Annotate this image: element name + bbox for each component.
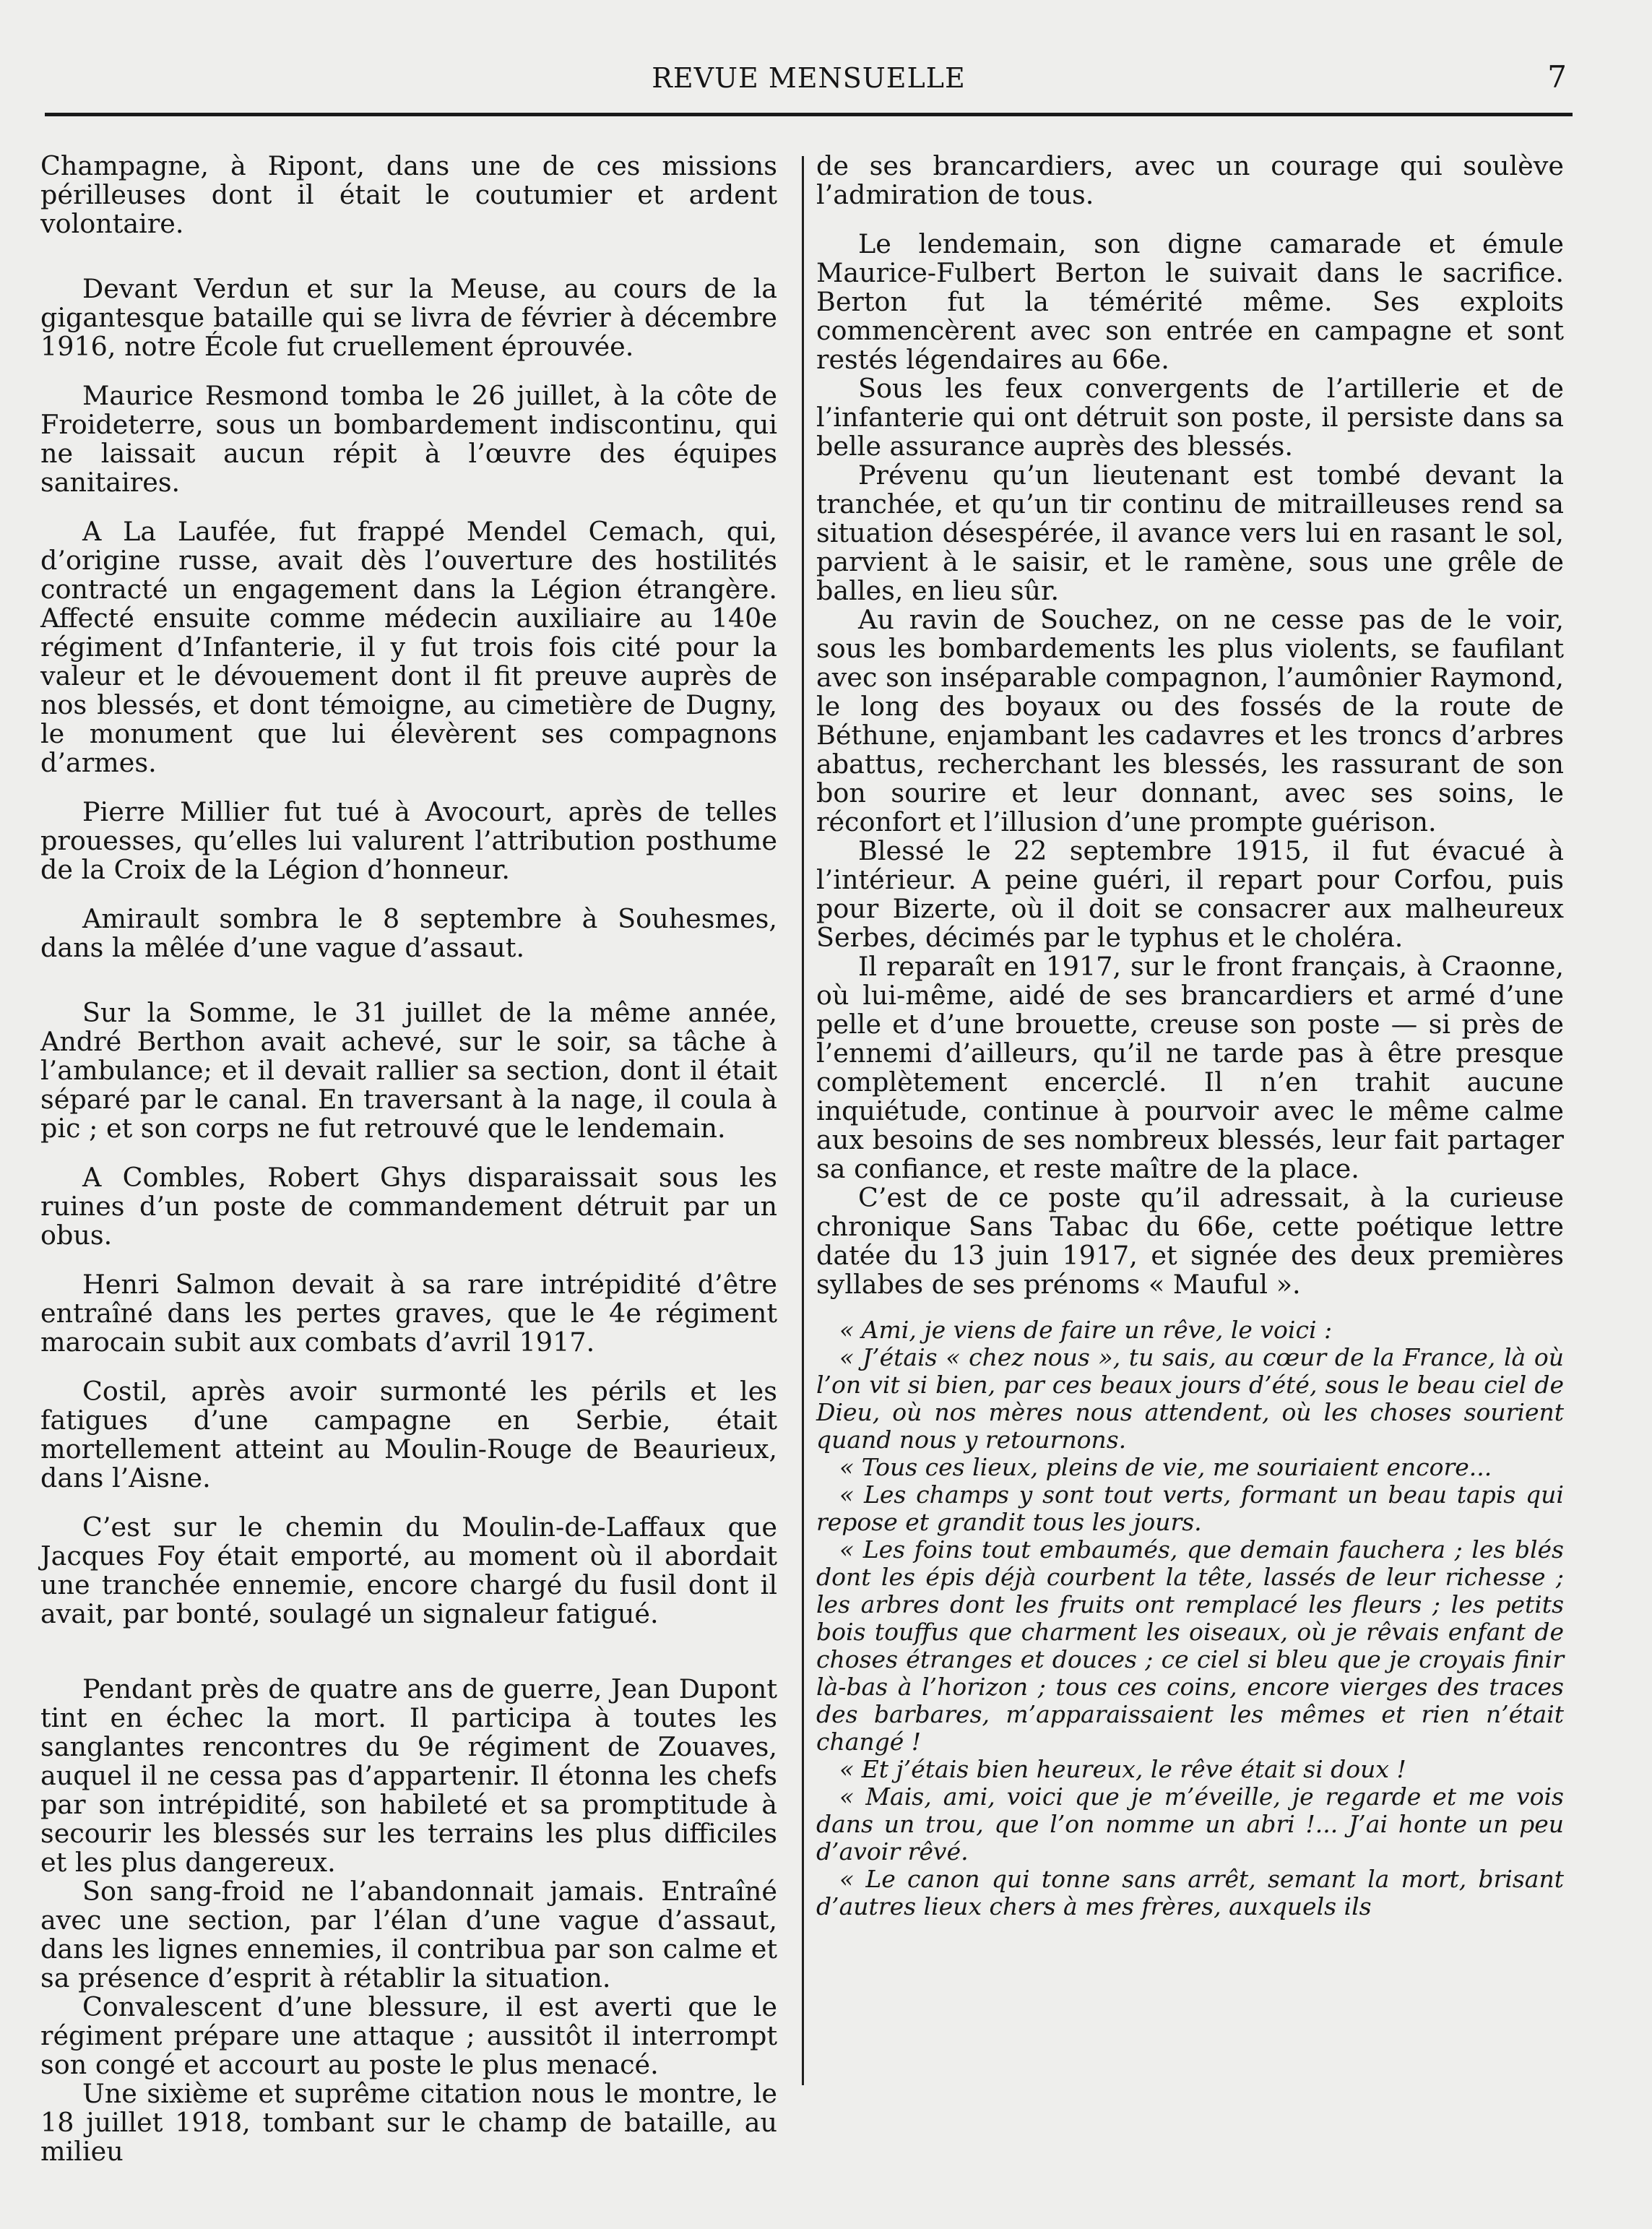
quote-paragraph: « Et j’étais bien heureux, le rêve était si doux ! <box>839 1755 1406 1783</box>
paragraph: A La Laufée, fut frappé Mendel Cemach, qui, d’origine russe, avait dès l’ouverture des hostilités contracté un engagement dans la Légion étrangère. Affecté ensuite comme médecin auxiliaire au 140e régiment d’Infanterie, il y fut trois fois cité pour la valeur et le dévouement dont il fit preuve auprès de nos blessés, et dont témoigne, au cimetière de Dugny, le monument que lui élevèrent ses compagnons d’armes. <box>40 516 777 778</box>
paragraph: Sous les feux convergents de l’artillerie et de l’infanterie qui ont détruit son poste, il persiste dans sa belle assurance auprès des blessés. <box>816 373 1564 462</box>
paragraph: Devant Verdun et sur la Meuse, au cours de la gigantesque bataille qui se livra de février à décembre 1916, notre École fut cruellement éprouvée. <box>40 273 777 362</box>
quote-paragraph: « Ami, je viens de faire un rêve, le voici : <box>839 1316 1333 1344</box>
left-column <box>40 152 777 2166</box>
page-number: 7 <box>1547 59 1567 95</box>
quote-paragraph: « J’étais « chez nous », tu sais, au cœur de la France, là où l’on vit si bien, par ces beaux jours d’été, sous le beau ciel de Dieu, où nos mères nous attendent, où les choses sourient quand nous y retournons. <box>816 1343 1564 1454</box>
paragraph: Maurice Resmond tomba le 26 juillet, à la côte de Froideterre, sous un bombardement indiscontinu, qui ne laissait aucun répit à l’œuvre des équipes sanitaires. <box>40 380 777 498</box>
paragraph: Henri Salmon devait à sa rare intrépidité d’être entraîné dans les pertes graves, que le 4e régiment marocain subit aux combats d’avril 1917. <box>40 1269 777 1358</box>
paragraph: Blessé le 22 septembre 1915, il fut évacué à l’intérieur. A peine guéri, il repart pour Corfou, puis pour Bizerte, où il doit se consacrer aux malheureux Serbes, décimés par le typhus et le choléra. <box>816 835 1564 953</box>
page-header <box>45 59 1573 113</box>
quote-paragraph: « Les foins tout embaumés, que demain fauchera ; les blés dont les épis déjà courbent la tête, lassés de leur richesse ; les arbres dont les fruits ont remplacé les fleurs ; les petits bois touffus que charment les oiseaux, où je rêvais enfant de choses étranges et douces ; ce ciel si bleu que je croyais finir là-bas à l’horizon ; tous ces coins, encore vierges des traces des barbares, m’apparaissaient les mêmes et rien n’était changé ! <box>816 1535 1564 1756</box>
paragraph: Prévenu qu’un lieutenant est tombé devant la tranchée, et qu’un tir continu de mitrailleuses rend sa situation désespérée, il avance vers lui en rasant le sol, parvient à le saisir, et le ramène, sous une grêle de balles, en lieu sûr. <box>816 460 1564 606</box>
paragraph: A Combles, Robert Ghys disparaissait sous les ruines d’un poste de commandement détruit par un obus. <box>40 1162 777 1251</box>
paragraph: Il reparaît en 1917, sur le front français, à Craonne, où lui-même, aidé de ses brancardiers et armé d’une pelle et d’une brouette, creuse son poste — si près de l’ennemi d’ailleurs, qu’il ne tarde pas à être presque complètement encerclé. Il n’en trahit aucune inquiétude, continue à pourvoir avec le même calme aux besoins de ses nombreux blessés, leur fait partager sa confiance, et reste maître de la place. <box>816 951 1564 1184</box>
quote-paragraph: « Tous ces lieux, pleins de vie, me souriaient encore... <box>839 1453 1492 1481</box>
paragraph: Pendant près de quatre ans de guerre, Jean Dupont tint en échec la mort. Il participa à toutes les sanglantes rencontres du 9e régiment de Zouaves, auquel il ne cessa pas d’appartenir. Il étonna les chefs par son intrépidité, son habileté et sa promptitude à secourir les blessés sur les terrains les plus difficiles et les plus dangereux. <box>40 1673 777 1878</box>
quote-paragraph: « Mais, ami, voici que je m’éveille, je regarde et me vois dans un trou, que l’on nomme un abri !... J’ai honte un peu d’avoir rêvé. <box>816 1782 1564 1866</box>
running-title: REVUE MENSUELLE <box>652 62 966 94</box>
column-divider <box>802 156 804 2085</box>
paragraph: Convalescent d’une blessure, il est averti que le régiment prépare une attaque ; aussitôt il interrompt son congé et accourt au poste le plus menacé. <box>40 1991 777 2080</box>
header-rule <box>45 113 1573 116</box>
paragraph: Pierre Millier fut tué à Avocourt, après de telles prouesses, qu’elles lui valurent l’attribution posthume de la Croix de la Légion d’honneur. <box>40 796 777 885</box>
quoted-letter <box>816 1316 1564 1920</box>
paragraph: Amirault sombra le 8 septembre à Souhesmes, dans la mêlée d’une vague d’assaut. <box>40 903 777 963</box>
paragraph: de ses brancardiers, avec un courage qui soulève l’admiration de tous. <box>816 150 1564 210</box>
paragraph: Champagne, à Ripont, dans une de ces missions périlleuses dont il était le coutumier et ardent volontaire. <box>40 150 777 239</box>
paragraph: C’est de ce poste qu’il adressait, à la curieuse chronique Sans Tabac du 66e, cette poétique lettre datée du 13 juin 1917, et signée des deux premières syllabes de ses prénoms « Mauful ». <box>816 1182 1564 1300</box>
quote-paragraph: « Les champs y sont tout verts, formant un beau tapis qui repose et grandit tous les jours. <box>816 1480 1564 1536</box>
paragraph: Une sixième et suprême citation nous le montre, le 18 juillet 1918, tombant sur le champ de bataille, au milieu <box>40 2078 777 2167</box>
paragraph: Costil, après avoir surmonté les périls et les fatigues d’une campagne en Serbie, était mortellement atteint au Moulin-Rouge de Beaurieux, dans l’Aisne. <box>40 1376 777 1493</box>
right-column <box>816 152 1564 1920</box>
quote-paragraph: « Le canon qui tonne sans arrêt, semant la mort, brisant d’autres lieux chers à mes frères, auxquels ils <box>816 1865 1564 1920</box>
paragraph: Le lendemain, son digne camarade et émule Maurice-Fulbert Berton le suivait dans le sacrifice. Berton fut la témérité même. Ses exploits commencèrent avec son entrée en campagne et sont restés légendaires au 66e. <box>816 228 1564 375</box>
paragraph: Sur la Somme, le 31 juillet de la même année, André Berthon avait achevé, sur le soir, sa tâche à l’ambulance; et il devait rallier sa section, dont il était séparé par le canal. En traversant à la nage, il coula à pic ; et son corps ne fut retrouvé que le lendemain. <box>40 997 777 1144</box>
paragraph: Son sang-froid ne l’abandonnait jamais. Entraîné avec une section, par l’élan d’une vague d’assaut, dans les lignes ennemies, il contribua par son calme et sa présence d’esprit à rétablir la situation. <box>40 1876 777 1993</box>
paragraph: Au ravin de Souchez, on ne cesse pas de le voir, sous les bombardements les plus violents, se faufilant avec son inséparable compagnon, l’aumônier Raymond, le long des boyaux ou des fossés de la route de Béthune, enjambant les cadavres et les troncs d’arbres abattus, recherchant les blessés, les rassurant de son bon sourire et leur donnant, avec ses soins, le réconfort et l’illusion d’une prompte guérison. <box>816 604 1564 837</box>
paragraph: C’est sur le chemin du Moulin-de-Laffaux que Jacques Foy était emporté, au moment où il abordait une tranchée ennemie, encore chargé du fusil dont il avait, par bonté, soulagé un signaleur fatigué. <box>40 1512 777 1629</box>
